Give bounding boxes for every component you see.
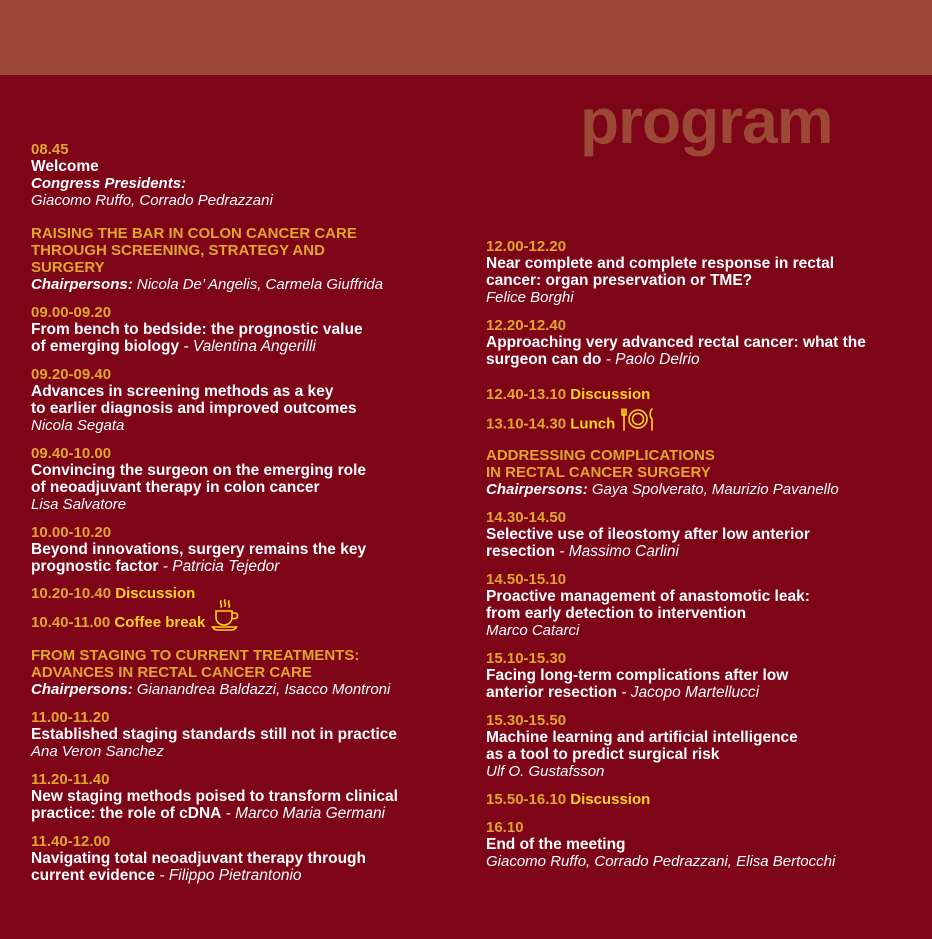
talk-title: anterior resection — [486, 684, 617, 701]
talk-title: surgeon can do — [486, 351, 602, 368]
talk-item — [486, 317, 866, 368]
talk-title: of emerging biology — [31, 338, 180, 355]
chair-names: Gaya Spolverato, Maurizio Pavanello — [587, 481, 839, 498]
time: 16.10 — [486, 819, 524, 836]
talk-item — [31, 304, 363, 355]
talk-item — [486, 509, 810, 560]
time: 15.50-16.10 — [486, 791, 571, 808]
talk-title: Machine learning and artificial intelligence — [486, 729, 798, 746]
break-coffee — [31, 599, 241, 647]
item-title: Welcome — [31, 158, 99, 175]
talk-item — [31, 709, 397, 760]
break-label: Discussion — [570, 791, 651, 808]
speaker: Ana Veron Sanchez — [31, 743, 164, 760]
time: 12.00-12.20 — [486, 238, 567, 255]
talk-item — [31, 366, 357, 434]
talk-item — [31, 771, 398, 822]
break-label: Discussion — [570, 386, 651, 403]
speaker: - Paolo Delrio — [601, 351, 700, 368]
session-heading: SURGERY — [31, 259, 105, 276]
time: 14.50-15.10 — [486, 571, 567, 588]
break-discussion — [486, 791, 650, 808]
speaker: - Filippo Pietrantonio — [155, 867, 302, 884]
speaker: Nicola Segata — [31, 417, 125, 434]
chair-label: Congress Presidents: — [31, 175, 187, 192]
talk-title: prognostic factor — [31, 558, 159, 575]
talk-item — [31, 445, 366, 513]
break-discussion — [486, 386, 650, 403]
talk-title: Approaching very advanced rectal cancer: what the — [486, 334, 866, 351]
break-label: Discussion — [115, 585, 196, 602]
time: 10.00-10.20 — [31, 524, 112, 541]
session-heading: IN RECTAL CANCER SURGERY — [486, 464, 711, 481]
time: 12.40-13.10 — [486, 386, 571, 403]
session-2 — [31, 647, 390, 698]
time: 09.00-09.20 — [31, 304, 112, 321]
time: 08.45 — [31, 141, 69, 158]
speaker: - Massimo Carlini — [554, 543, 679, 560]
talk-item — [486, 238, 834, 306]
time: 15.10-15.30 — [486, 650, 567, 667]
coffee-cup-icon — [211, 599, 241, 647]
time: 11.40-12.00 — [31, 833, 111, 850]
talk-title: from early detection to intervention — [486, 605, 747, 622]
item-title: End of the meeting — [486, 836, 626, 853]
talk-title: resection — [486, 543, 555, 560]
talk-title: Advances in screening methods as a key — [31, 383, 334, 400]
talk-title: Near complete and complete response in rectal — [486, 255, 835, 272]
time: 14.30-14.50 — [486, 509, 567, 526]
talk-title: Selective use of ileostomy after low anterior — [486, 526, 810, 543]
closing-block — [486, 819, 835, 870]
speaker: - Marco Maria Germani — [221, 805, 386, 822]
time: 15.30-15.50 — [486, 712, 567, 729]
talk-item — [486, 712, 798, 780]
time: 11.20-11.40 — [31, 771, 110, 788]
talk-title: Navigating total neoadjuvant therapy through — [31, 850, 366, 867]
time: 09.40-10.00 — [31, 445, 112, 462]
talk-title: cancer: organ preservation or TME? — [486, 272, 753, 289]
time: 12.20-12.40 — [486, 317, 567, 334]
top-band — [0, 0, 932, 75]
speaker: - Patricia Tejedor — [158, 558, 280, 575]
session-heading: ADDRESSING COMPLICATIONS — [486, 447, 715, 464]
session-1 — [31, 225, 383, 293]
speaker: - Valentina Angerilli — [179, 338, 316, 355]
session-3 — [486, 447, 839, 498]
time: 11.00-11.20 — [31, 709, 110, 726]
speaker: Giacomo Ruffo, Corrado Pedrazzani, Elisa Bertocchi — [486, 853, 836, 870]
chair-label: Chairpersons: — [31, 681, 133, 698]
time: 10.20-10.40 — [31, 585, 116, 602]
talk-title: Convincing the surgeon on the emerging role — [31, 462, 366, 479]
session-heading: ADVANCES IN RECTAL CANCER CARE — [31, 664, 312, 681]
talk-title: From bench to bedside: the prognostic value — [31, 321, 363, 338]
speaker: Felice Borghi — [486, 289, 574, 306]
speaker: Lisa Salvatore — [31, 496, 127, 513]
session-heading: RAISING THE BAR IN COLON CANCER CARE — [31, 225, 357, 242]
talk-item — [486, 571, 810, 639]
chair-names: Giacomo Ruffo, Corrado Pedrazzani — [31, 192, 273, 209]
talk-title: current evidence — [31, 867, 156, 884]
session-heading: FROM STAGING TO CURRENT TREATMENTS: — [31, 647, 360, 664]
time: 10.40-11.00 — [31, 613, 115, 631]
time: 13.10-14.30 — [486, 415, 571, 433]
talk-title: New staging methods poised to transform clinical — [31, 788, 398, 805]
page-title: program — [580, 85, 833, 157]
break-label: Coffee break — [114, 613, 206, 631]
speaker: Ulf O. Gustafsson — [486, 763, 605, 780]
talk-title: Proactive management of anastomotic leak: — [486, 588, 810, 605]
talk-item — [486, 650, 788, 701]
time: 09.20-09.40 — [31, 366, 112, 383]
speaker: Marco Catarci — [486, 622, 580, 639]
talk-title: Established staging standards still not in practice — [31, 726, 398, 743]
welcome-block — [31, 141, 273, 209]
session-heading: THROUGH SCREENING, STRATEGY AND — [31, 242, 325, 259]
break-label: Lunch — [570, 415, 616, 433]
talk-title: as a tool to predict surgical risk — [486, 746, 720, 763]
chair-names: Nicola De’ Angelis, Carmela Giuffrida — [132, 276, 384, 293]
speaker: - Jacopo Martellucci — [616, 684, 760, 701]
talk-title: practice: the role of cDNA — [31, 805, 222, 822]
talk-title: Facing long-term complications after low — [486, 667, 789, 684]
talk-title: to earlier diagnosis and improved outcomes — [31, 400, 357, 417]
talk-title: of neoadjuvant therapy in colon cancer — [31, 479, 320, 496]
talk-item — [31, 524, 366, 575]
talk-title: Beyond innovations, surgery remains the key — [31, 541, 367, 558]
chair-label: Chairpersons: — [31, 276, 133, 293]
plate-cutlery-icon — [621, 406, 655, 443]
chair-names: Gianandrea Baldazzi, Isacco Montroni — [132, 681, 391, 698]
chair-label: Chairpersons: — [486, 481, 588, 498]
talk-item — [31, 833, 366, 884]
break-lunch — [486, 406, 655, 443]
